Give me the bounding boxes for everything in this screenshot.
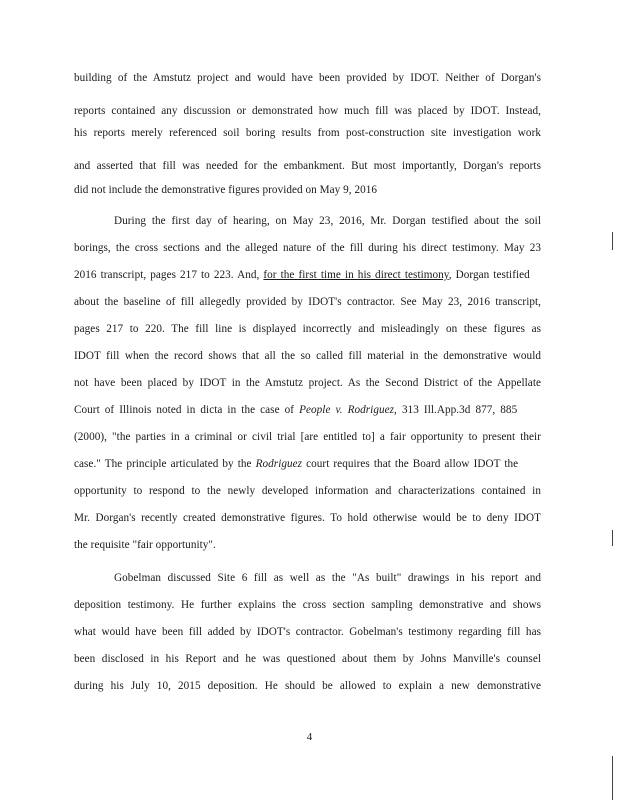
text-line: reports contained any discussion or demonstrated how much fill was placed by IDOT. Instead, (74, 105, 541, 117)
text-segment: court requires that the Board allow IDOT the (302, 458, 519, 470)
text-line: deposition testimony. He further explains the cross section sampling demonstrative and shows (74, 599, 541, 611)
text-line: (2000), "the parties in a criminal or civil trial [are entitled to] a fair opportunity to present their (74, 431, 541, 443)
text-line (74, 457, 541, 471)
text-line: Gobelman discussed Site 6 fill as well as the "As built" drawings in his report and (114, 572, 541, 584)
text-segment: Court of Illinois noted in dicta in the case of (74, 404, 300, 416)
text-line (74, 403, 541, 417)
text-line: during his July 10, 2015 deposition. He should be allowed to explain a new demonstrative (74, 680, 541, 692)
text-segment: , Dorgan testified (448, 269, 530, 281)
scan-margin-mark (612, 232, 613, 250)
text-line: building of the Amstutz project and would have been provided by IDOT. Neither of Dorgan's (74, 72, 541, 84)
page-number: 4 (306, 731, 313, 743)
scan-margin-mark (612, 530, 613, 546)
text-line: pages 217 to 220. The fill line is displayed incorrectly and misleadingly on these figures as (74, 323, 541, 335)
scan-margin-mark (612, 756, 613, 800)
case-name: People v. Rodriguez (299, 404, 395, 416)
text-segment: case." The principle articulated by the (74, 458, 256, 470)
text-line (74, 268, 541, 282)
text-line: his reports merely referenced soil boring results from post-construction site investigation work (74, 127, 541, 139)
text-line: Mr. Dorgan's recently created demonstrative figures. To hold otherwise would be to deny IDOT (74, 512, 541, 524)
text-line: During the first day of hearing, on May 23, 2016, Mr. Dorgan testified about the soil (114, 215, 541, 227)
underlined-phrase: for the first time in his direct testimony (263, 269, 449, 281)
text-line: what would have been fill added by IDOT's contractor. Gobelman's testimony regarding fill has (74, 626, 541, 638)
text-line: IDOT fill when the record shows that all the so called fill material in the demonstrative would (74, 350, 541, 362)
text-line: opportunity to respond to the newly developed information and characterizations contained in (74, 485, 541, 497)
text-line: about the baseline of fill allegedly provided by IDOT's contractor. See May 23, 2016 transcript, (74, 296, 541, 308)
case-name: Rodriguez (255, 458, 303, 470)
text-line: did not include the demonstrative figures provided on May 9, 2016 (74, 184, 378, 196)
text-line: not have been placed by IDOT in the Amstutz project. As the Second District of the Appellate (74, 377, 541, 389)
text-line: the requisite "fair opportunity". (74, 539, 216, 551)
text-line: and asserted that fill was needed for the embankment. But most importantly, Dorgan's reports (74, 160, 541, 172)
text-segment: , 313 Ill.App.3d 877, 885 (394, 404, 518, 416)
text-line: been disclosed in his Report and he was questioned about them by Johns Manville's counsel (74, 653, 541, 665)
text-line: borings, the cross sections and the alleged nature of the fill during his direct testimony. May 23 (74, 242, 541, 254)
text-segment: 2016 transcript, pages 217 to 223. And, (74, 269, 264, 281)
